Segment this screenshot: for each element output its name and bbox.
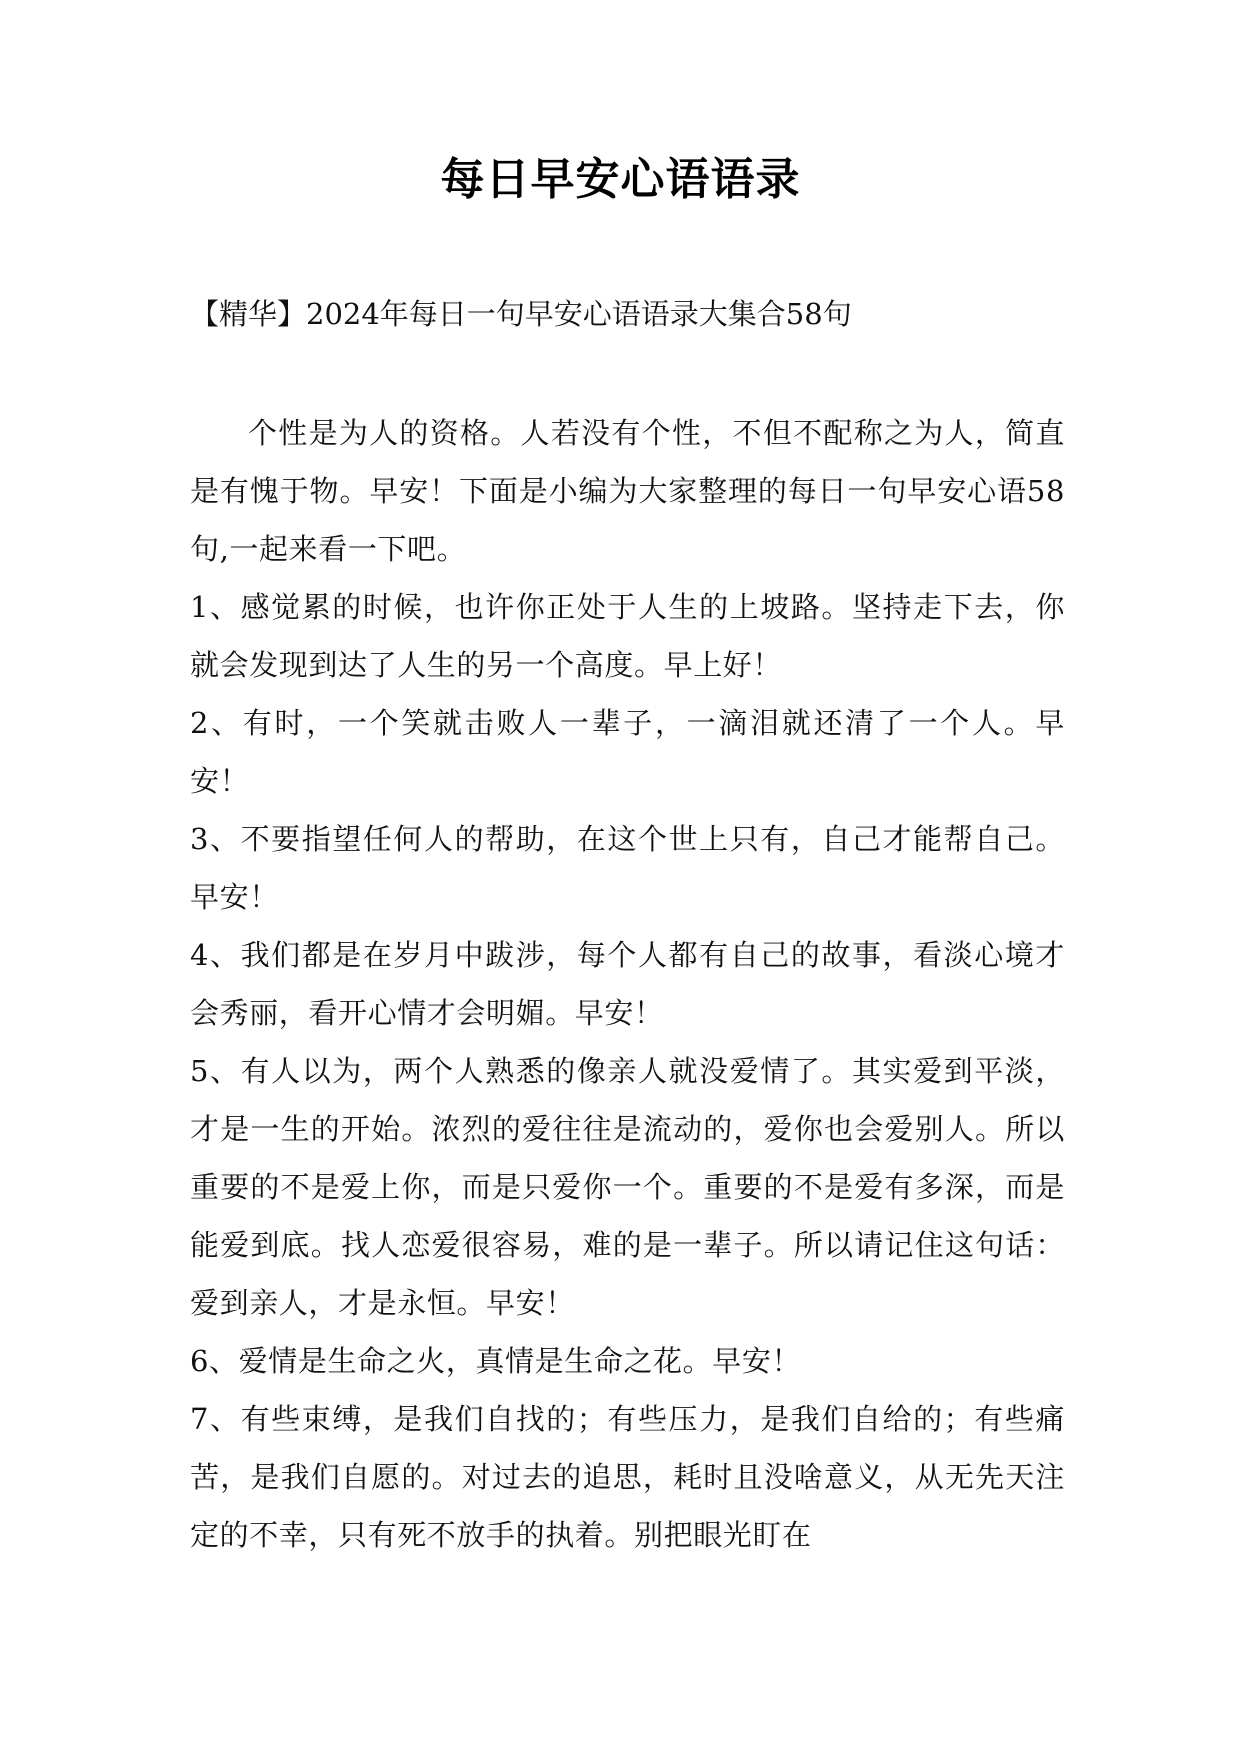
quote-paragraph-5: 5、有人以为，两个人熟悉的像亲人就没爱情了。其实爱到平淡，才是一生的开始。浓烈的爱往往是流动的，爱你也会爱别人。所以重要的不是爱上你，而是只爱你一个。重要的不是爱有多深，而是能爱到底。找人恋爱很容易，难的是一辈子。所以请记住这句话：爱到亲人，才是永恒。早安！ (190, 1054, 1065, 1320)
quote-paragraph-6: 6、爱情是生命之火，真情是生命之花。早安！ (190, 1344, 802, 1378)
quote-paragraph-1: 1、感觉累的时候，也许你正处于人生的上坡路。坚持走下去，你就会发现到达了人生的另一个高度。早上好！ (190, 590, 1065, 682)
intro-paragraph: 个性是为人的资格。人若没有个性，不但不配称之为人，简直是有愧于物。早安！下面是小编为大家整理的每日一句早安心语58句,一起来看一下吧。 (190, 416, 1065, 566)
quote-paragraph-3: 3、不要指望任何人的帮助，在这个世上只有，自己才能帮自己。早安！ (190, 822, 1065, 914)
document-body (190, 404, 1065, 1564)
document-title: 每日早安心语语录 (440, 154, 801, 205)
quote-paragraph-2: 2、有时，一个笑就击败人一辈子，一滴泪就还清了一个人。早安！ (190, 706, 1065, 798)
document-subtitle: 【精华】2024年每日一句早安心语语录大集合58句 (190, 297, 852, 331)
quote-paragraph-4: 4、我们都是在岁月中跋涉，每个人都有自己的故事，看淡心境才会秀丽，看开心情才会明媚。早安！ (190, 938, 1065, 1030)
quote-paragraph-7: 7、有些束缚，是我们自找的；有些压力，是我们自给的；有些痛苦，是我们自愿的。对过去的追思，耗时且没啥意义，从无先天注定的不幸，只有死不放手的执着。别把眼光盯在 (190, 1402, 1065, 1552)
